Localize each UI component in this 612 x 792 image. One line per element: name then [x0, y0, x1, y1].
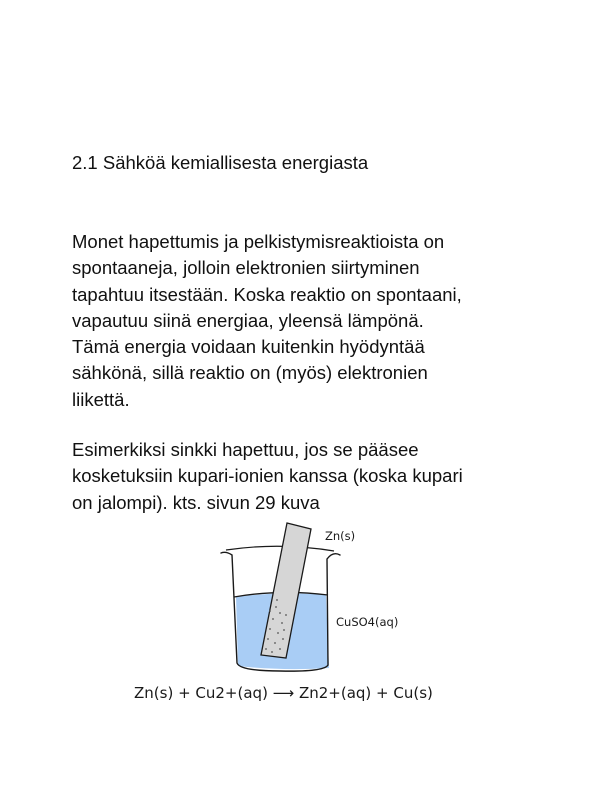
beaker-sketch [120, 515, 480, 725]
beaker-rim [226, 546, 334, 551]
paragraph-line: on jalompi). kts. sivun 29 kuva [72, 491, 320, 513]
paragraph-line: spontaaneja, jolloin elektronien siirtyminen [72, 257, 420, 279]
paragraph-example [72, 437, 552, 516]
paragraph-line: Esimerkiksi sinkki hapettuu, jos se pääsee [72, 439, 419, 460]
paragraph-line: Tämä energia voidaan kuitenkin hyödyntää [72, 336, 425, 358]
paragraph-line: Monet hapettumis ja pelkistymisreaktioista on [72, 231, 445, 252]
reaction-equation: Zn(s) + Cu2+(aq) ⟶ Zn2+(aq) + Cu(s) [134, 684, 433, 702]
section-heading: 2.1 Sähköä kemiallisesta energiasta [72, 152, 369, 173]
paragraph-intro [72, 229, 552, 413]
paragraph-line: kosketuksiin kupari-ionien kanssa (koska kupari [72, 465, 463, 487]
paragraph-line: liikettä. [72, 388, 130, 410]
paragraph-line: tapahtuu itsestään. Koska reaktio on spontaani, [72, 283, 462, 305]
zinc-label: Zn(s) [325, 529, 356, 543]
paragraph-line: sähkönä, sillä reaktio on (myös) elektronien [72, 362, 428, 384]
solution-label: CuSO4(aq) [336, 615, 399, 629]
paragraph-line: vapautuu siinä energiaa, yleensä lämpönä. [72, 309, 424, 331]
